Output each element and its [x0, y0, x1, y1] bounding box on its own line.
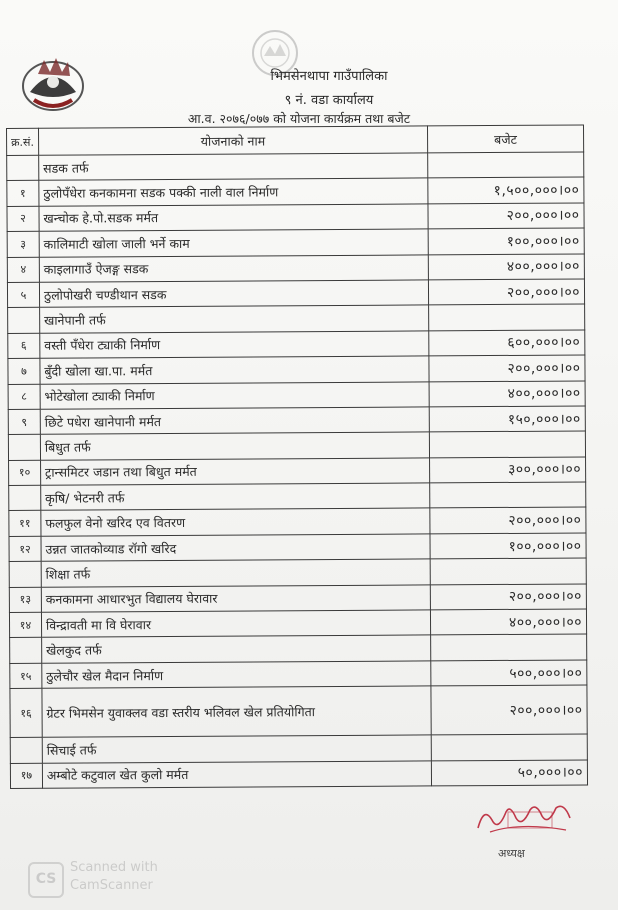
table-row — [9, 584, 586, 613]
row-serial: १३ — [9, 587, 41, 613]
row-project-name: काइलागाउँ ऐजङ्ग सडक — [39, 254, 428, 282]
row-project-name: फलफुल वेनो खरिद एव वितरण — [41, 508, 430, 536]
row-serial: ७ — [8, 358, 40, 384]
section-heading: सिचाई तर्फ — [42, 735, 431, 763]
row-budget: २००,०००।०० — [430, 507, 586, 533]
row-project-name: ठुलोपोखरी चण्डीथान सडक — [39, 280, 428, 308]
row-serial: १७ — [10, 763, 42, 789]
row-budget: २००,०००।०० — [431, 685, 587, 735]
section-heading: सडक तर्फ — [39, 153, 428, 181]
row-serial: ९ — [8, 409, 40, 435]
row-serial: ४ — [7, 257, 39, 283]
row-serial: ५ — [7, 282, 39, 308]
row-budget: ४००,०००।०० — [428, 254, 584, 280]
row-budget: ६००,०००।०० — [429, 330, 585, 356]
row-budget: २००,०००।०० — [429, 355, 585, 381]
table-row — [9, 609, 586, 638]
table-row — [10, 685, 587, 738]
row-project-name: खन्चोक हे.पो.सडक मर्मत — [39, 204, 428, 232]
section-heading-row — [8, 431, 585, 460]
section-heading-row — [10, 634, 587, 663]
table-row — [8, 330, 585, 359]
watermark-line-2: CamScanner — [70, 878, 153, 893]
row-serial: १६ — [10, 688, 42, 737]
row-budget: १००,०००।०० — [430, 533, 586, 559]
row-project-name: अम्बोटे कटुवाल खेत कुलो मर्मत — [42, 761, 431, 789]
row-budget: ४००,०००।०० — [429, 380, 585, 406]
row-serial: १ — [7, 181, 39, 207]
table-row — [7, 279, 584, 308]
row-serial: ६ — [8, 333, 40, 359]
row-project-name: उन्नत जातकोव्याड रॉगो खरिद — [41, 534, 430, 562]
scanner-watermark — [28, 858, 208, 898]
budget-table — [6, 124, 588, 789]
row-project-name: छिटे पधेरा खानेपानी मर्मत — [40, 407, 429, 435]
table-row — [7, 203, 584, 232]
row-budget — [428, 304, 584, 330]
row-project-name: कनकामना आधारभुत विद्यालय घेरावार — [41, 585, 430, 613]
row-budget: ५००,०००।०० — [431, 660, 587, 686]
table-row — [8, 380, 585, 409]
table-row — [9, 507, 586, 536]
row-project-name: ठुलोपँधेरा कनकामना सडक पक्की नाली वाल निर्माण — [39, 178, 428, 206]
row-project-name: बुँदी खोला खा.पा. मर्मत — [40, 356, 429, 384]
table-row — [8, 355, 585, 384]
column-header-serial: क्र.सं. — [7, 128, 39, 155]
row-serial — [8, 435, 40, 461]
row-serial — [10, 737, 42, 763]
section-heading: कृषि/ भेटनरी तर्फ — [41, 483, 430, 511]
table-body — [7, 152, 588, 788]
row-budget: ३००,०००।०० — [429, 457, 585, 483]
organization-name: भिमसेनथापा गाउँपालिका — [270, 69, 388, 84]
table-row — [9, 533, 586, 562]
row-serial — [7, 155, 39, 181]
column-header-budget: बजेट — [427, 125, 583, 153]
row-project-name: भोटेखोला ट्याकी निर्माण — [40, 381, 429, 409]
table-header-row — [7, 125, 584, 156]
section-heading-row — [9, 482, 586, 511]
row-budget — [430, 482, 586, 508]
row-serial: ३ — [7, 231, 39, 257]
row-budget: ५०,०००।०० — [431, 760, 587, 786]
office-name: ९ नं. वडा कार्यालय — [284, 93, 374, 108]
table-row — [8, 406, 585, 435]
table-row — [9, 457, 586, 486]
signatory-title: अध्यक्ष — [498, 847, 525, 860]
section-heading-row — [8, 304, 585, 333]
section-heading: खेलकुद तर्फ — [42, 635, 431, 663]
row-serial — [8, 308, 40, 334]
row-project-name: वस्ती पँधेरा ट्याकी निर्माण — [40, 331, 429, 359]
row-project-name: ठुलेचौर खेल मैदान निर्माण — [42, 661, 431, 689]
table-row — [7, 228, 584, 257]
row-project-name: कालिमाटी खोला जाली भर्ने काम — [39, 229, 428, 257]
row-serial: १५ — [10, 663, 42, 689]
row-budget — [430, 634, 586, 660]
row-serial: ८ — [8, 384, 40, 410]
row-project-name: ट्रान्समिटर जडान तथा बिधुत मर्मत — [40, 458, 429, 486]
row-budget — [431, 734, 587, 760]
row-budget: १,५००,०००।०० — [428, 177, 584, 203]
camscanner-logo-icon: CS — [28, 862, 64, 898]
row-budget: २००,०००।०० — [428, 203, 584, 229]
row-serial — [9, 562, 41, 588]
row-project-name: ग्रेटर भिमसेन युवाक्लव वडा स्तरीय भलिवल खेल प्रतियोगिता — [42, 686, 431, 737]
row-serial: १४ — [9, 612, 41, 638]
table-row — [7, 254, 584, 283]
table-row — [7, 177, 584, 206]
row-budget: २००,०००।०० — [428, 279, 584, 305]
row-budget — [429, 431, 585, 457]
table-row — [10, 760, 587, 789]
section-heading-row — [9, 558, 586, 587]
row-budget — [428, 152, 584, 178]
section-heading-row — [10, 734, 587, 763]
row-budget — [430, 558, 586, 584]
column-header-name: योजनाको नाम — [38, 126, 427, 155]
section-heading-row — [7, 152, 584, 181]
section-heading: शिक्षा तर्फ — [41, 559, 430, 587]
row-serial: १० — [9, 460, 41, 486]
row-budget: १५०,०००।०० — [429, 406, 585, 432]
row-serial: १२ — [9, 536, 41, 562]
row-serial — [10, 638, 42, 664]
section-heading: खानेपानी तर्फ — [39, 305, 428, 333]
section-heading: बिधुत तर्फ — [40, 432, 429, 460]
row-serial: ११ — [9, 511, 41, 537]
row-budget: १००,०००।०० — [428, 228, 584, 254]
signature-stamp — [470, 798, 580, 838]
row-serial: २ — [7, 206, 39, 232]
table-row — [10, 660, 587, 689]
row-budget: ४००,०००।०० — [430, 609, 586, 635]
document-title: आ.व. २०७६/०७७ को योजना कार्यक्रम तथा बजेट — [187, 111, 411, 126]
watermark-line-1: Scanned with — [70, 860, 158, 875]
row-serial — [9, 485, 41, 511]
row-project-name: विन्द्रावती मा वि घेरावार — [41, 610, 430, 638]
row-budget: २००,०००।०० — [430, 584, 586, 610]
